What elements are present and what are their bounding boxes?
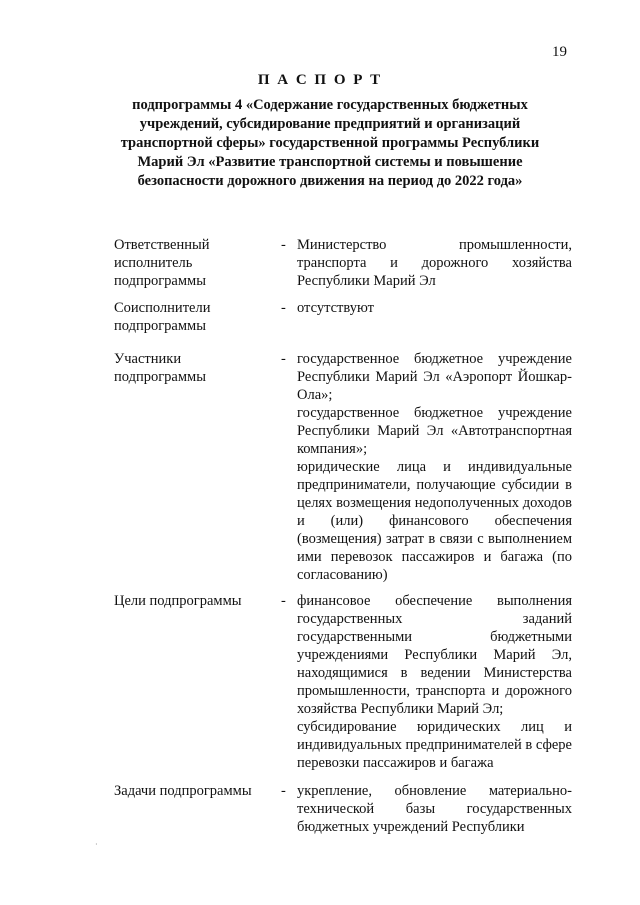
row-dash: - [281,300,286,316]
row-paragraph: государственное бюджетное учреждение Республики Марий Эл «Аэропорт Йошкар-Ола»; [297,351,572,403]
row-paragraph: юридические лица и индивидуальные предприниматели, получающие субсидии в целях возмещения недополученных доходов и (или) финансового обеспечения (возмещения) затрат в связи с выполнением ими перевозок пассажиров и багажа (по согласованию) [297,459,572,583]
row-paragraph: субсидирование юридических лиц и индивидуальных предпринимателей в сфере перевозки пассажиров и багажа [297,719,572,771]
document-subtitle: подпрограммы 4 «Содержание государственных бюджетных учреждений, субсидирование предприятий и организаций транспортной сферы» государственной программы Республики Марий Эл «Развитие транспортной системы и повышение безопасности дорожного движения на период до 2022 года» [120,97,540,189]
row-label: Ответственный исполнитель подпрограммы [114,237,210,289]
row-value [297,782,572,836]
row-label: Участники подпрограммы [114,351,206,385]
row-paragraph: укрепление, обновление материально-технической базы государственных бюджетных учреждений Республики [297,783,572,835]
page-number: 19 [552,44,567,60]
row-dash: - [281,593,286,609]
row-dash: - [281,351,286,367]
row-value [297,236,572,290]
row-label: Цели подпрограммы [114,593,242,609]
row-paragraph: Министерство промышленности, транспорта и дорожного хозяйства Республики Марий Эл [297,237,572,289]
row-value [297,299,572,317]
row-paragraph: отсутствуют [297,300,374,316]
row-label: Задачи подпрограммы [114,783,252,799]
row-label: Соисполнители подпрограммы [114,300,211,334]
row-dash: - [281,237,286,253]
scan-speck: · [95,840,98,849]
row-dash: - [281,783,286,799]
row-value [297,592,572,772]
row-value [297,350,572,584]
row-paragraph: государственное бюджетное учреждение Республики Марий Эл «Автотранспортная компания»; [297,405,572,457]
document-title: П А С П О Р Т [257,72,383,88]
row-paragraph: финансовое обеспечение выполнения государственных заданий государственными бюджетными учреждениями Республики Марий Эл, находящимися в ведении Министерства промышленности, транспорта и дорожного хозяйства Республики Марий Эл; [297,593,572,717]
